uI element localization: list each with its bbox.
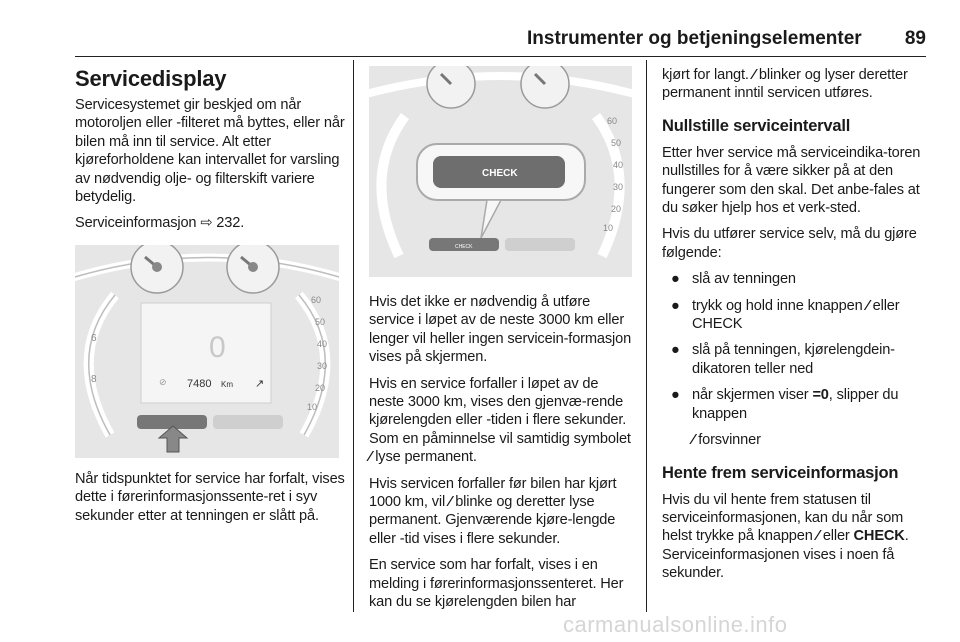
paragraph: Hvis du utfører service selv, må du gjøre følgende: <box>662 226 917 261</box>
list-item-text: slå av tenningen <box>692 271 796 288</box>
svg-text:50: 50 <box>315 316 326 327</box>
svg-text:10: 10 <box>307 401 318 412</box>
step-list <box>662 270 926 423</box>
instrument-cluster-check-illustration <box>369 66 632 277</box>
paragraph: En service som har forfalt, vises i en melding i førerinformasjonssenteret. Her kan du se kjørelengden bilen har <box>369 557 624 611</box>
list-item-text: slå på tenningen, kjørelengdein-dikatoren teller ned <box>692 342 895 377</box>
bullet-icon: ● <box>671 271 680 288</box>
svg-text:⊘: ⊘ <box>159 376 167 387</box>
column-2 <box>369 60 632 620</box>
section-heading-servicedisplay: Servicedisplay <box>75 66 227 91</box>
wrench-icon: ⁄ <box>448 494 452 511</box>
list-item-text: når skjermen viser <box>692 387 809 404</box>
check-emphasis: CHECK <box>853 528 905 545</box>
list-item-emphasis: =0 <box>812 387 829 404</box>
instrument-cluster-illustration <box>75 245 339 458</box>
svg-text:60: 60 <box>607 116 618 126</box>
svg-text:10: 10 <box>603 223 614 233</box>
odometer-value: 7480 <box>187 377 212 390</box>
column-1 <box>75 60 345 533</box>
page-header <box>75 26 926 57</box>
svg-text:60: 60 <box>311 294 322 305</box>
column-3 <box>662 60 926 591</box>
paragraph-text: blinke og deretter lyse permanent. Gjenværende kjøre-lengde eller -tid vises i flere sekunder. <box>369 494 616 547</box>
wrench-icon: ⁄ <box>866 297 869 314</box>
paragraph-text: . Serviceinformasjonen vises i noen få sekunder. <box>662 528 909 582</box>
list-item-text: trykk og hold inne knappen <box>692 297 863 314</box>
list-item <box>662 341 926 378</box>
page-number: 89 <box>904 28 926 49</box>
wrench-icon: ⁄ <box>369 449 372 466</box>
paragraph-text: lyse permanent. <box>375 449 477 466</box>
paragraph <box>662 491 926 583</box>
bullet-icon: ● <box>671 342 680 359</box>
list-item <box>662 386 926 423</box>
check-button-label-small: CHECK <box>455 244 473 250</box>
check-button-label-large: CHECK <box>482 168 518 179</box>
svg-text:6: 6 <box>91 332 97 344</box>
paragraph-text: Hvis en service forfaller i løpet av de neste 3000 km, vises den gjenvæ-rende kjørelengden eller -tiden i flere sekunder. Som en påminnelse vil samtidig symbolet <box>369 375 631 447</box>
reference-text: Serviceinformasjon <box>75 215 197 232</box>
figure-instrument-cluster-check <box>369 66 632 277</box>
paragraph <box>369 475 632 549</box>
paragraph-text: forsvinner <box>698 432 761 449</box>
svg-text:8: 8 <box>91 373 97 385</box>
column-divider <box>353 60 354 612</box>
running-title: Instrumenter og betjeningselementer <box>527 28 862 49</box>
paragraph: Etter hver service må serviceindika-toren nullstilles for å være sikker på at den fungerer som den skal. Det anbe-fales at du søker hjelp hos et verk-sted. <box>662 144 921 217</box>
list-item <box>662 270 926 288</box>
figure-instrument-cluster-odometer <box>75 245 339 458</box>
section-heading-reset: Nullstille serviceintervall <box>662 116 851 135</box>
paragraph: Hvis det ikke er nødvendig å utføre service i løpet av de neste 3000 km eller lenger vil heller ingen servicein-formasjon vises på skjermen. <box>369 294 632 366</box>
wrench-icon: ⁄ <box>692 432 695 449</box>
sub-line <box>662 431 926 449</box>
paragraph <box>369 375 632 467</box>
svg-text:40: 40 <box>317 338 328 349</box>
paragraph-text: Hvis servicen forfaller før bilen har kjørt 1000 km, vil <box>369 475 617 511</box>
svg-text:30: 30 <box>613 182 624 192</box>
wrench-icon: ⁄ <box>752 67 756 83</box>
reference-arrow-icon: ⇨ <box>200 215 213 232</box>
paragraph-text: Hvis du vil hente frem statusen til serviceinformasjonen, kan du når som helst trykke på knappen <box>662 491 904 545</box>
svg-text:↗: ↗ <box>255 377 265 390</box>
wrench-icon: ⁄ <box>816 528 819 545</box>
paragraph-text: eller <box>822 528 850 545</box>
cross-reference <box>75 214 345 232</box>
svg-text:40: 40 <box>613 160 624 170</box>
paragraph: Servicesystemet gir beskjed om når motoroljen eller -filteret må byttes, eller når bilen må inn til service. Alt etter kjøreforholdene kan intervallet for varsling av nødvendig olje- og filterskift variere betydelig. <box>75 97 345 206</box>
svg-text:20: 20 <box>611 204 622 214</box>
svg-text:30: 30 <box>317 360 328 371</box>
paragraph-text: kjørt for langt. <box>662 67 749 83</box>
section-heading-retrieve: Hente frem serviceinformasjon <box>662 463 899 482</box>
list-item <box>662 297 926 334</box>
display-zero: 0 <box>209 330 226 364</box>
list-item-text: eller CHECK <box>692 297 900 333</box>
bullet-icon: ● <box>671 387 680 404</box>
paragraph <box>662 66 926 103</box>
svg-text:Km: Km <box>221 379 233 389</box>
svg-text:50: 50 <box>611 138 622 148</box>
column-divider <box>646 60 647 612</box>
reference-page-link[interactable]: 232. <box>216 215 245 232</box>
paragraph-text: blinker og lyser deretter permanent inntil servicen utføres. <box>662 67 908 102</box>
list-item-text: , slipper du knappen <box>692 387 899 422</box>
paragraph: Når tidspunktet for service har forfalt, vises dette i førerinformasjonssente-ret i syv sekunder etter at tenningen er slått på. <box>75 470 345 524</box>
watermark: carmanualsonline.info <box>563 612 788 637</box>
bullet-icon: ● <box>671 297 680 314</box>
svg-text:20: 20 <box>315 382 326 393</box>
